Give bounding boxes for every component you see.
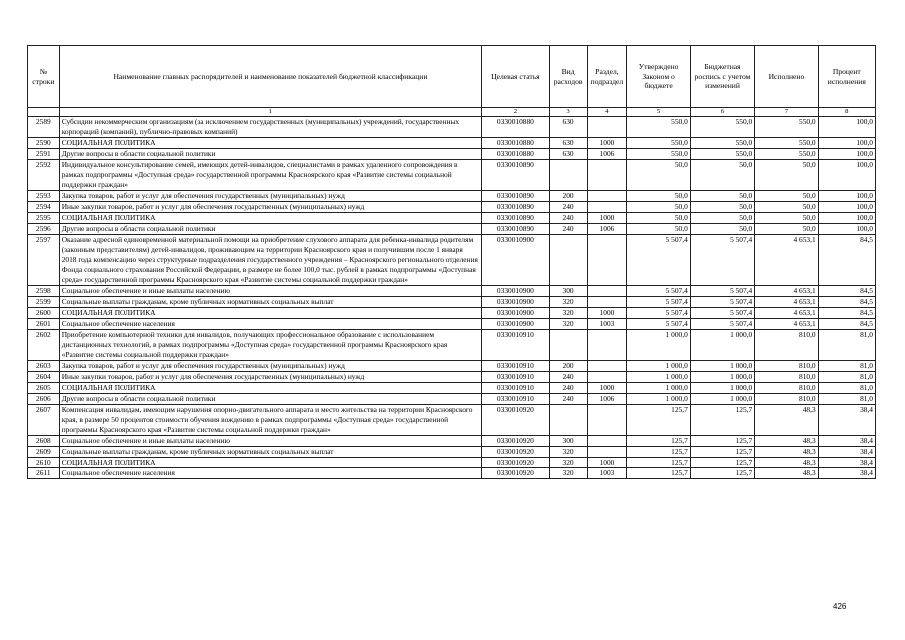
column-number-row xyxy=(28,108,876,117)
percent-executed: 100,0 xyxy=(818,201,875,212)
approved-amount: 50,0 xyxy=(627,159,690,190)
row-number: 2592 xyxy=(28,159,60,190)
column-number: 8 xyxy=(818,108,875,117)
expense-type: 320 xyxy=(549,296,587,307)
expense-type: 200 xyxy=(549,360,587,371)
header-executed: Исполнено xyxy=(755,46,818,108)
budget-amount: 50,0 xyxy=(690,159,754,190)
target-article: 0330010920 xyxy=(482,435,550,446)
section-code xyxy=(587,446,627,457)
page-number: 426 xyxy=(833,602,847,611)
target-article: 0330010920 xyxy=(482,468,550,479)
section-code: 1006 xyxy=(587,148,627,159)
row-name: Субсидии некоммерческим организациям (за исключением государственных (муниципальных) учреждений, государственных корпораций (компаний), публично-правовых компаний) xyxy=(59,117,481,138)
row-number: 2608 xyxy=(28,435,60,446)
approved-amount: 5 507,4 xyxy=(627,307,690,318)
section-code xyxy=(587,329,627,360)
expense-type xyxy=(549,404,587,435)
budget-amount: 125,7 xyxy=(690,435,754,446)
row-number: 2609 xyxy=(28,446,60,457)
row-name: Социальные выплаты гражданам, кроме публичных нормативных социальных выплат xyxy=(59,446,481,457)
row-number: 2591 xyxy=(28,148,60,159)
expense-type: 240 xyxy=(549,201,587,212)
executed-amount: 4 653,1 xyxy=(755,234,818,285)
approved-amount: 1 000,0 xyxy=(627,393,690,404)
expense-type: 240 xyxy=(549,382,587,393)
budget-amount: 550,0 xyxy=(690,148,754,159)
target-article: 0330010910 xyxy=(482,371,550,382)
percent-executed: 100,0 xyxy=(818,212,875,223)
table-row xyxy=(28,137,876,148)
table-row xyxy=(28,201,876,212)
table-row xyxy=(28,223,876,234)
section-code xyxy=(587,285,627,296)
expense-type: 320 xyxy=(549,307,587,318)
row-name: СОЦИАЛЬНАЯ ПОЛИТИКА xyxy=(59,307,481,318)
section-code xyxy=(587,234,627,285)
percent-executed: 100,0 xyxy=(818,190,875,201)
expense-type: 320 xyxy=(549,457,587,468)
expense-type: 320 xyxy=(549,468,587,479)
expense-type: 240 xyxy=(549,223,587,234)
expense-type: 300 xyxy=(549,285,587,296)
row-name: Приобретение компьютерной техники для инвалидов, получающих профессиональное образование с использованием дистанционных технологий, в рамках подпрограммы «Доступная среда» государственной программы Красноярского края «Развитие системы социальной поддержки граждан» xyxy=(59,329,481,360)
table-row xyxy=(28,190,876,201)
percent-executed: 100,0 xyxy=(818,148,875,159)
approved-amount: 125,7 xyxy=(627,435,690,446)
section-code: 1000 xyxy=(587,307,627,318)
budget-amount: 5 507,4 xyxy=(690,318,754,329)
target-article: 0330010900 xyxy=(482,296,550,307)
executed-amount: 50,0 xyxy=(755,201,818,212)
row-name: Закупка товаров, работ и услуг для обеспечения государственных (муниципальных) нужд xyxy=(59,360,481,371)
row-number: 2598 xyxy=(28,285,60,296)
column-number: 2 xyxy=(482,108,550,117)
table-row xyxy=(28,318,876,329)
expense-type: 630 xyxy=(549,148,587,159)
row-number: 2593 xyxy=(28,190,60,201)
target-article: 0330010880 xyxy=(482,137,550,148)
approved-amount: 550,0 xyxy=(627,148,690,159)
budget-amount: 50,0 xyxy=(690,223,754,234)
row-name: Закупка товаров, работ и услуг для обеспечения государственных (муниципальных) нужд xyxy=(59,190,481,201)
row-number: 2597 xyxy=(28,234,60,285)
section-code: 1006 xyxy=(587,393,627,404)
row-number: 2610 xyxy=(28,457,60,468)
section-code xyxy=(587,435,627,446)
row-number: 2611 xyxy=(28,468,60,479)
row-name: Социальное обеспечение и иные выплаты населению xyxy=(59,285,481,296)
header-row xyxy=(28,46,876,108)
section-code xyxy=(587,159,627,190)
target-article: 0330010890 xyxy=(482,223,550,234)
executed-amount: 48,3 xyxy=(755,404,818,435)
budget-table xyxy=(27,45,876,479)
column-number: 4 xyxy=(587,108,627,117)
budget-amount: 50,0 xyxy=(690,190,754,201)
executed-amount: 810,0 xyxy=(755,329,818,360)
executed-amount: 550,0 xyxy=(755,137,818,148)
table-row xyxy=(28,159,876,190)
approved-amount: 5 507,4 xyxy=(627,285,690,296)
executed-amount: 48,3 xyxy=(755,435,818,446)
row-number: 2605 xyxy=(28,382,60,393)
table-row xyxy=(28,296,876,307)
approved-amount: 5 507,4 xyxy=(627,296,690,307)
approved-amount: 1 000,0 xyxy=(627,329,690,360)
section-code: 1000 xyxy=(587,382,627,393)
percent-executed: 84,5 xyxy=(818,234,875,285)
row-number: 2604 xyxy=(28,371,60,382)
target-article: 0330010890 xyxy=(482,159,550,190)
section-code: 1000 xyxy=(587,212,627,223)
executed-amount: 4 653,1 xyxy=(755,307,818,318)
expense-type: 200 xyxy=(549,190,587,201)
row-number: 2601 xyxy=(28,318,60,329)
approved-amount: 50,0 xyxy=(627,190,690,201)
row-name: Социальные выплаты гражданам, кроме публичных нормативных социальных выплат xyxy=(59,296,481,307)
section-code xyxy=(587,296,627,307)
header-target: Целевая статья xyxy=(482,46,550,108)
table-row xyxy=(28,360,876,371)
budget-amount: 1 000,0 xyxy=(690,382,754,393)
row-name: Социальное обеспечение населения xyxy=(59,318,481,329)
percent-executed: 38,4 xyxy=(818,457,875,468)
budget-amount: 125,7 xyxy=(690,468,754,479)
target-article: 0330010890 xyxy=(482,212,550,223)
target-article: 0330010900 xyxy=(482,285,550,296)
budget-amount: 1 000,0 xyxy=(690,393,754,404)
approved-amount: 550,0 xyxy=(627,117,690,138)
target-article: 0330010920 xyxy=(482,457,550,468)
row-name: Иные закупки товаров, работ и услуг для обеспечения государственных (муниципальных) нужд xyxy=(59,201,481,212)
table-row xyxy=(28,393,876,404)
expense-type xyxy=(549,159,587,190)
row-name: Компенсация инвалидам, имеющим нарушения опорно-двигательного аппарата и место жительства на территории Красноярского края, в размере 50 процентов стоимости обучения вождению в рамках подпрограммы «Доступная среда» государственной программы Красноярского края «Развитие системы социальной поддержки граждан» xyxy=(59,404,481,435)
budget-amount: 125,7 xyxy=(690,446,754,457)
target-article: 0330010880 xyxy=(482,148,550,159)
approved-amount: 125,7 xyxy=(627,468,690,479)
table-row xyxy=(28,446,876,457)
budget-amount: 5 507,4 xyxy=(690,285,754,296)
percent-executed: 38,4 xyxy=(818,404,875,435)
approved-amount: 550,0 xyxy=(627,137,690,148)
table-row xyxy=(28,435,876,446)
section-code xyxy=(587,404,627,435)
target-article: 0330010920 xyxy=(482,446,550,457)
row-number: 2595 xyxy=(28,212,60,223)
column-number: 7 xyxy=(755,108,818,117)
section-code xyxy=(587,117,627,138)
table-row xyxy=(28,457,876,468)
target-article: 0330010920 xyxy=(482,404,550,435)
expense-type xyxy=(549,234,587,285)
table-row xyxy=(28,307,876,318)
percent-executed: 84,5 xyxy=(818,307,875,318)
table-row xyxy=(28,382,876,393)
percent-executed: 38,4 xyxy=(818,468,875,479)
row-number: 2607 xyxy=(28,404,60,435)
expense-type xyxy=(549,329,587,360)
column-number: 5 xyxy=(627,108,690,117)
percent-executed: 81,0 xyxy=(818,371,875,382)
approved-amount: 50,0 xyxy=(627,223,690,234)
budget-amount: 125,7 xyxy=(690,404,754,435)
table-row xyxy=(28,212,876,223)
table-row xyxy=(28,329,876,360)
target-article: 0330010900 xyxy=(482,307,550,318)
section-code: 1000 xyxy=(587,137,627,148)
row-number: 2599 xyxy=(28,296,60,307)
percent-executed: 81,0 xyxy=(818,382,875,393)
budget-amount: 5 507,4 xyxy=(690,307,754,318)
header-section: Раздел, подраздел xyxy=(587,46,627,108)
section-code: 1006 xyxy=(587,223,627,234)
header-approved: Утверждено Законом о бюджете xyxy=(627,46,690,108)
table-body xyxy=(28,117,876,479)
row-number: 2594 xyxy=(28,201,60,212)
executed-amount: 4 653,1 xyxy=(755,296,818,307)
executed-amount: 550,0 xyxy=(755,148,818,159)
column-number: 3 xyxy=(549,108,587,117)
row-name: Социальное обеспечение населения xyxy=(59,468,481,479)
budget-amount: 1 000,0 xyxy=(690,371,754,382)
header-type: Вид расходов xyxy=(549,46,587,108)
approved-amount: 1 000,0 xyxy=(627,371,690,382)
approved-amount: 125,7 xyxy=(627,446,690,457)
approved-amount: 50,0 xyxy=(627,212,690,223)
row-name: Оказание адресной единовременной материальной помощи на приобретение слухового аппарата для ребенка-инвалида родителям (законным представителям) детей-инвалидов, проживающим на территории Красноярского края и получившим после 1 января 2018 года компенсацию через структурные подразделения государственного учреждения – Красноярского регионального отделения Фонда социального страхования Российской Федерации, в размере не более 100,0 тыс. рублей в рамках подпрограммы «Доступная среда» государственной программы Красноярского края «Развитие системы социальной поддержки граждан» xyxy=(59,234,481,285)
row-name: СОЦИАЛЬНАЯ ПОЛИТИКА xyxy=(59,457,481,468)
budget-amount: 5 507,4 xyxy=(690,234,754,285)
row-name: СОЦИАЛЬНАЯ ПОЛИТИКА xyxy=(59,382,481,393)
row-name: СОЦИАЛЬНАЯ ПОЛИТИКА xyxy=(59,137,481,148)
expense-type: 240 xyxy=(549,212,587,223)
row-number: 2600 xyxy=(28,307,60,318)
executed-amount: 810,0 xyxy=(755,360,818,371)
executed-amount: 550,0 xyxy=(755,117,818,138)
table-row xyxy=(28,468,876,479)
column-number: 6 xyxy=(690,108,754,117)
section-code: 1003 xyxy=(587,468,627,479)
column-number: 1 xyxy=(59,108,481,117)
target-article: 0330010890 xyxy=(482,201,550,212)
executed-amount: 4 653,1 xyxy=(755,318,818,329)
executed-amount: 48,3 xyxy=(755,468,818,479)
executed-amount: 810,0 xyxy=(755,371,818,382)
expense-type: 320 xyxy=(549,318,587,329)
executed-amount: 810,0 xyxy=(755,382,818,393)
percent-executed: 38,4 xyxy=(818,446,875,457)
expense-type: 240 xyxy=(549,393,587,404)
table-row xyxy=(28,148,876,159)
row-number: 2606 xyxy=(28,393,60,404)
percent-executed: 81,0 xyxy=(818,360,875,371)
table-row xyxy=(28,285,876,296)
executed-amount: 50,0 xyxy=(755,223,818,234)
table-row xyxy=(28,234,876,285)
expense-type: 320 xyxy=(549,446,587,457)
table-row xyxy=(28,404,876,435)
header-name: Наименование главных распорядителей и наименование показателей бюджетной классификации xyxy=(59,46,481,108)
executed-amount: 4 653,1 xyxy=(755,285,818,296)
percent-executed: 81,0 xyxy=(818,393,875,404)
section-code xyxy=(587,201,627,212)
row-name: Другие вопросы в области социальной политики xyxy=(59,148,481,159)
expense-type: 630 xyxy=(549,137,587,148)
row-name: Социальное обеспечение и иные выплаты населению xyxy=(59,435,481,446)
budget-amount: 125,7 xyxy=(690,457,754,468)
approved-amount: 125,7 xyxy=(627,404,690,435)
target-article: 0330010880 xyxy=(482,117,550,138)
approved-amount: 1 000,0 xyxy=(627,382,690,393)
row-number: 2603 xyxy=(28,360,60,371)
approved-amount: 50,0 xyxy=(627,201,690,212)
header-budget: Бюджетная роспись с учетом изменений xyxy=(690,46,754,108)
approved-amount: 5 507,4 xyxy=(627,234,690,285)
section-code xyxy=(587,371,627,382)
header-row-no: № строки xyxy=(28,46,60,108)
executed-amount: 48,3 xyxy=(755,457,818,468)
target-article: 0330010910 xyxy=(482,393,550,404)
percent-executed: 100,0 xyxy=(818,137,875,148)
budget-amount: 1 000,0 xyxy=(690,329,754,360)
target-article: 0330010910 xyxy=(482,360,550,371)
column-number xyxy=(28,108,60,117)
row-number: 2596 xyxy=(28,223,60,234)
row-number: 2589 xyxy=(28,117,60,138)
percent-executed: 84,5 xyxy=(818,318,875,329)
section-code: 1000 xyxy=(587,457,627,468)
executed-amount: 50,0 xyxy=(755,212,818,223)
expense-type: 240 xyxy=(549,371,587,382)
approved-amount: 5 507,4 xyxy=(627,318,690,329)
row-name: Другие вопросы в области социальной политики xyxy=(59,223,481,234)
row-name: Иные закупки товаров, работ и услуг для обеспечения государственных (муниципальных) нужд xyxy=(59,371,481,382)
percent-executed: 100,0 xyxy=(818,159,875,190)
row-name: СОЦИАЛЬНАЯ ПОЛИТИКА xyxy=(59,212,481,223)
section-code xyxy=(587,190,627,201)
budget-amount: 550,0 xyxy=(690,117,754,138)
executed-amount: 50,0 xyxy=(755,159,818,190)
header-percent: Процент исполнения xyxy=(818,46,875,108)
budget-amount: 1 000,0 xyxy=(690,360,754,371)
expense-type: 300 xyxy=(549,435,587,446)
budget-amount: 50,0 xyxy=(690,201,754,212)
section-code: 1003 xyxy=(587,318,627,329)
percent-executed: 84,5 xyxy=(818,296,875,307)
table-row xyxy=(28,117,876,138)
percent-executed: 84,5 xyxy=(818,285,875,296)
row-name: Другие вопросы в области социальной политики xyxy=(59,393,481,404)
row-number: 2590 xyxy=(28,137,60,148)
executed-amount: 48,3 xyxy=(755,446,818,457)
approved-amount: 125,7 xyxy=(627,457,690,468)
table-row xyxy=(28,371,876,382)
target-article: 0330010910 xyxy=(482,329,550,360)
percent-executed: 38,4 xyxy=(818,435,875,446)
executed-amount: 50,0 xyxy=(755,190,818,201)
approved-amount: 1 000,0 xyxy=(627,360,690,371)
expense-type: 630 xyxy=(549,117,587,138)
target-article: 0330010900 xyxy=(482,318,550,329)
target-article: 0330010890 xyxy=(482,190,550,201)
budget-amount: 550,0 xyxy=(690,137,754,148)
target-article: 0330010900 xyxy=(482,234,550,285)
budget-amount: 5 507,4 xyxy=(690,296,754,307)
percent-executed: 100,0 xyxy=(818,117,875,138)
row-name: Индивидуальное консультирование семей, имеющих детей-инвалидов, специалистами в рамках удаленного сопровождения в рамках подпрограммы «Доступная среда» государственной программы Красноярского края «Развитие системы социальной поддержки граждан» xyxy=(59,159,481,190)
row-number: 2602 xyxy=(28,329,60,360)
percent-executed: 81,0 xyxy=(818,329,875,360)
executed-amount: 810,0 xyxy=(755,393,818,404)
budget-amount: 50,0 xyxy=(690,212,754,223)
percent-executed: 100,0 xyxy=(818,223,875,234)
target-article: 0330010910 xyxy=(482,382,550,393)
section-code xyxy=(587,360,627,371)
